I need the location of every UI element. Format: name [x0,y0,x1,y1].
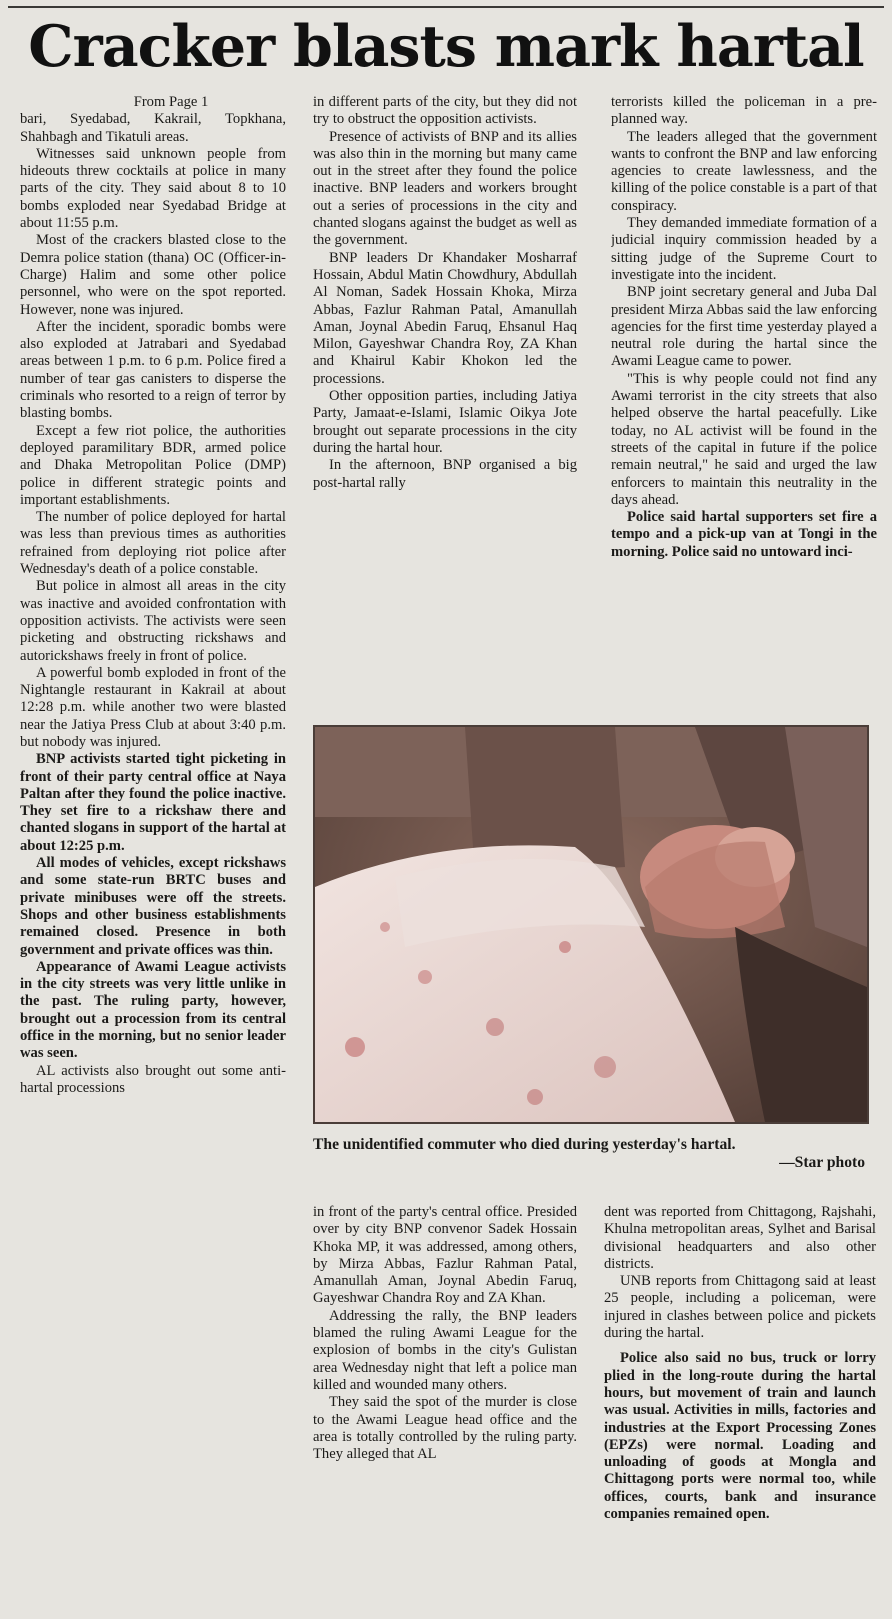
paragraph: They said the spot of the murder is close to the Awami League head office and the area is totally controlled by the ruling party. They alleged that AL [313,1394,577,1463]
paragraph: BNP leaders Dr Khandaker Mosharraf Hossain, Abdul Matin Chowdhury, Abdullah Al Noman, Sadek Hossain Khoka, Mirza Abbas, Fazlur Rahman Patal, Amanullah Aman, Joynal Abedin Faruq, Ehsanul Haq Milon, Gayeshwar Chandra Roy, ZA Khan and Khairul Kabir Khokon led the processions. [313,249,577,387]
caption-text: The unidentified commuter who died during yesterday's hartal. [313,1136,736,1153]
paragraph: Witnesses said unknown people from hideouts threw cocktails at police in many parts of the city. They said about 8 to 10 bombs exploded near Syedabad Bridge at about 11:55 p.m. [20,145,286,232]
paragraph: The leaders alleged that the government wants to confront the BNP and law enforcing agencies to create lawlessness, and the killing of the police constable is a part of that conspiracy. [611,128,877,214]
paragraph: BNP joint secretary general and Juba Dal president Mirza Abbas said the law enforcing agencies for the first time yesterday played a neutral role during the hartal since the Awami League came to power. [611,284,877,370]
paragraph: A powerful bomb exploded in front of the Nightangle restaurant in Kakrail at about 12:28 p.m. while another two were blasted near the Jatiya Press Club at about 3:40 p.m. but nobody was injured. [20,664,286,750]
column-2 [313,94,577,706]
column-1 [20,94,286,1604]
paragraph: Addressing the rally, the BNP leaders blamed the ruling Awami League for the explosion of bombs in the city's Gulistan area Wednesday night that left a police man killed and wounded many others. [313,1307,577,1393]
from-page-label: From Page 1 [133,94,209,110]
paragraph: AL activists also brought out some anti-hartal processions [20,1062,286,1096]
paragraph: Police also said no bus, truck or lorry plied in the long-route during the hartal hours, but movement of train and launch was usual. Activities in mills, factories and industries at the Export Processing Zones (EPZs) were normal. Loading and unloading of goods at Mongla and Chittagong ports were normal too, while offices, courts, bank and insurance companies remained open. [604,1350,876,1523]
photo-illustration [315,727,867,1122]
paragraph: BNP activists started tight picketing in front of their party central office at Naya Paltan after they found the police inactive. They set fire to a rickshaw there and chanted slogans in support of the hartal at about 12:25 p.m. [20,751,286,854]
paragraph: "This is why people could not find any Awami terrorist in the city streets that also helped observe the hartal peacefully. Like today, no AL activist will be found in the streets of the capital in future if the police remain neutral," he said and urged the law enforcers to maintain this neutrality in the days ahead. [611,370,877,508]
photo-caption [313,1136,865,1172]
column-3 [611,94,877,706]
paragraph: The number of police deployed for hartal was less than previous times as authorities refrained from deploying riot police after Wednesday's death of a police constable. [20,509,286,578]
paragraph: in different parts of the city, but they did not try to obstruct the opposition activists. [313,94,577,128]
paragraph: All modes of vehicles, except rickshaws and some state-run BRTC buses and private minibuses were off the streets. Shops and other business establishments remained closed. Presence in both government and private offices was thin. [20,855,286,958]
paragraph: In the afternoon, BNP organised a big post-hartal rally [313,457,577,491]
paragraph: Most of the crackers blasted close to the Demra police station (thana) OC (Officer-in-Charge) Halim and some other police personnel, who were on the spot reported. However, none was injured. [20,232,286,318]
paragraph: Presence of activists of BNP and its allies was also thin in the morning but many came out in the street after they found the police inactive. BNP leaders and workers brought out a series of processions in the city and chanted slogans against the budget as well as the government. [313,128,577,249]
column-5 [604,1204,876,1609]
paragraph: They demanded immediate formation of a judicial inquiry commission headed by a sitting judge of the Supreme Court to investigate into the incident. [611,215,877,283]
paragraph: But police in almost all areas in the city was inactive and avoided confrontation with opposition activists. The activists were seen picketing and obstructing rickshaws and autorickshaws freely in front of police. [20,578,286,664]
paragraph: in front of the party's central office. Presided over by city BNP convenor Sadek Hossain Khoka MP, it was addressed, among others, by Mirza Abbas, Fazlur Rahman Patal, Amanullah Aman, Joynal Abedin Faruq, Gayeshwar Chandra Roy and ZA Khan. [313,1204,577,1307]
paragraph: Except a few riot police, the authorities deployed paramilitary BDR, armed police and Dhaka Metropolitan Police (DMP) police in different strategic points and important establishments. [20,422,286,508]
paragraph: dent was reported from Chittagong, Rajshahi, Khulna metropolitan areas, Sylhet and Barisal divisional headquarters and also other districts. [604,1204,876,1272]
paragraph: After the incident, sporadic bombs were also exploded at Jatrabari and Syedabad areas between 1 p.m. to 6 p.m. Police fired a number of tear gas canisters to disperse the criminals who resorted to a reign of terror by blasting bombs. [20,318,286,422]
column-4 [313,1204,577,1609]
paragraph: terrorists killed the policeman in a pre-planned way. [611,94,877,128]
paragraph: Appearance of Awami League activists in the city streets was very little unlike in the past. The ruling party, however, brought out a procession from its central office in the morning, but no senior leader was seen. [20,958,286,1062]
headline: Cracker blasts mark hartal [28,13,864,80]
paragraph: Police said hartal supporters set fire a tempo and a pick-up van at Tongi in the morning. Police said no untoward inci- [611,509,877,560]
top-rule [8,6,884,8]
paragraph: Other opposition parties, including Jatiya Party, Jamaat-e-Islami, Islamic Oikya Jote brought out separate processions in the city during the hartal hour. [313,388,577,456]
photo-credit: —Star photo [779,1154,865,1171]
news-photo [313,725,869,1124]
paragraph: UNB reports from Chittagong said at least 25 people, including a policeman, were injured in clashes between police and pickets during the hartal. [604,1273,876,1342]
paragraph: bari, Syedabad, Kakrail, Topkhana, Shahbagh and Tikatuli areas. [20,111,286,145]
